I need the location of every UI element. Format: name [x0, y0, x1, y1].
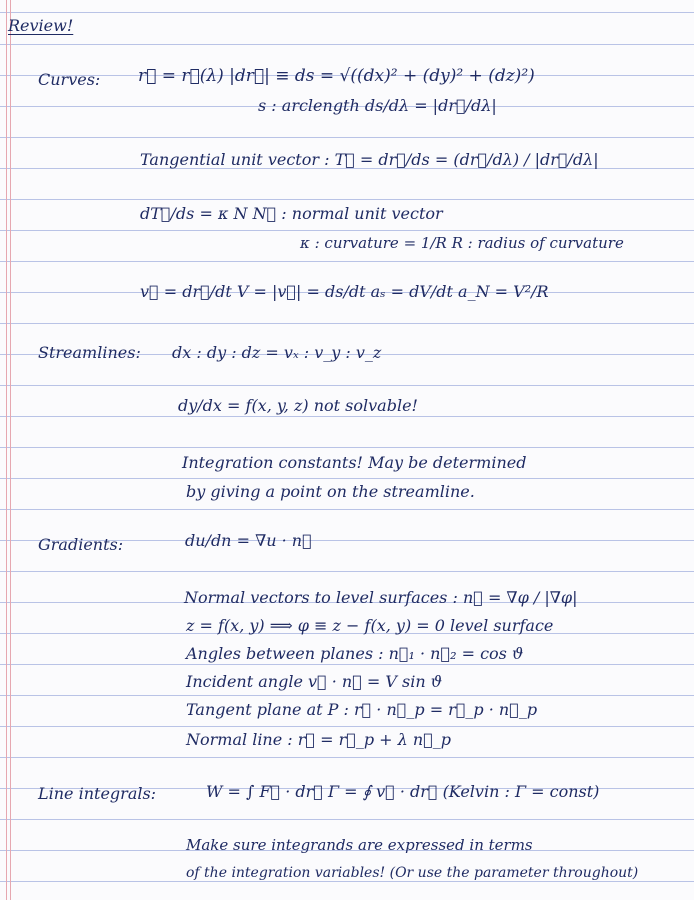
gradients-line-5: Incident angle v⃗ · n⃗ = V sin ϑ: [186, 672, 443, 691]
curves-line-2: s : arclength ds/dλ = |dr⃗/dλ|: [258, 96, 497, 115]
streamlines-line-2: dy/dx = f(x, y, z) not solvable!: [178, 396, 418, 415]
page-title: Review!: [8, 16, 74, 35]
margin-line-inner: [10, 0, 11, 900]
gradients-line-6: Tangent plane at P : r⃗ · n⃗_p = r⃗_p · n⃗_p: [186, 700, 538, 719]
streamlines-line-3: Integration constants! May be determined: [182, 453, 527, 472]
streamlines-line-4: by giving a point on the streamline.: [186, 482, 475, 501]
section-heading-line-integrals: Line integrals:: [38, 784, 157, 803]
line-integrals-line-2: Make sure integrands are expressed in terms: [186, 836, 533, 854]
line-integrals-line-1: W = ∫ F⃗ · dr⃗ Γ = ∮ v⃗ · dr⃗ (Kelvin : Γ = const): [206, 782, 600, 801]
section-heading-gradients: Gradients:: [38, 535, 124, 554]
curves-line-3: Tangential unit vector : T⃗ = dr⃗/ds = (dr⃗/dλ) / |dr⃗/dλ|: [140, 150, 599, 169]
curves-line-5: κ : curvature = 1/R R : radius of curvature: [300, 234, 624, 252]
gradients-line-7: Normal line : r⃗ = r⃗_p + λ n⃗_p: [186, 730, 452, 749]
streamlines-line-1: dx : dy : dz = vₓ : v_y : v_z: [172, 343, 382, 362]
gradients-line-1: du/dn = ∇u · n⃗: [185, 531, 312, 550]
curves-line-4: dT⃗/ds = κ N N⃗ : normal unit vector: [140, 204, 443, 223]
gradients-line-4: Angles between planes : n⃗₁ · n⃗₂ = cos ϑ: [186, 644, 524, 663]
margin-line: [6, 0, 7, 900]
gradients-line-3: z = f(x, y) ⟹ φ ≡ z − f(x, y) = 0 level surface: [186, 616, 554, 635]
section-heading-streamlines: Streamlines:: [38, 343, 141, 362]
section-heading-curves: Curves:: [38, 70, 101, 89]
gradients-line-2: Normal vectors to level surfaces : n⃗ = ∇φ / |∇φ|: [184, 588, 578, 607]
curves-line-1: r⃗ = r⃗(λ) |dr⃗| ≡ ds = √((dx)² + (dy)² + (dz)²): [138, 66, 535, 86]
curves-line-6: v⃗ = dr⃗/dt V = |v⃗| = ds/dt aₛ = dV/dt a_N = V²/R: [140, 282, 549, 301]
line-integrals-line-3: of the integration variables! (Or use the parameter throughout): [186, 865, 639, 881]
